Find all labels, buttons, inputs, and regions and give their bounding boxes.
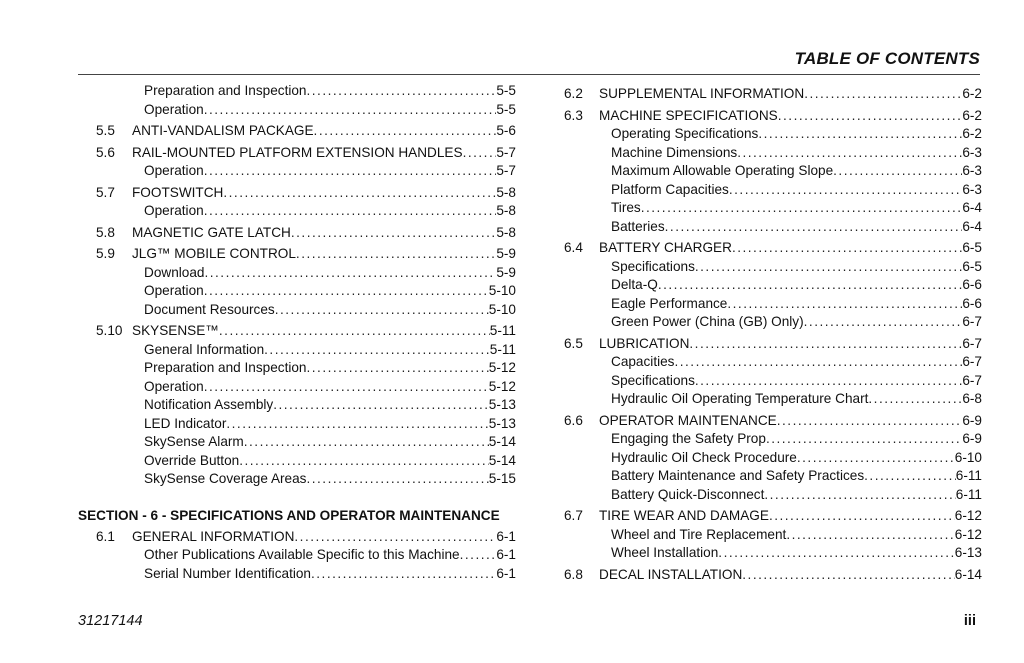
- toc-entry-label: Wheel and Tire Replacement: [611, 526, 787, 542]
- toc-entry-label: Maximum Allowable Operating Slope: [611, 163, 834, 178]
- toc-entry[interactable]: [564, 430, 982, 449]
- dot-leader: [314, 122, 497, 141]
- toc-entry-page: 6-3: [962, 181, 982, 197]
- toc-entry[interactable]: [78, 144, 516, 163]
- toc-entry-page: 6-12: [954, 508, 982, 523]
- dot-leader: [674, 353, 962, 372]
- toc-entry[interactable]: [564, 181, 982, 200]
- toc-entry-label: RAIL-MOUNTED PLATFORM EXTENSION HANDLES: [132, 144, 463, 160]
- toc-entry-label: ANTI-VANDALISM PACKAGE: [132, 123, 314, 138]
- page-number: iii: [963, 613, 976, 629]
- toc-entry-label: Platform Capacities: [611, 181, 729, 197]
- toc-entry-page: 5-7: [496, 144, 516, 160]
- toc-entry-label: JLG™ MOBILE CONTROL: [132, 246, 296, 261]
- dot-leader: [868, 390, 962, 409]
- dot-leader: [306, 470, 488, 489]
- dot-leader: [226, 415, 488, 434]
- toc-entry[interactable]: [78, 452, 516, 471]
- toc-entry-label: Override Button: [144, 452, 240, 468]
- dot-leader: [204, 282, 489, 301]
- toc-entry-label: Green Power (China (GB) Only): [611, 314, 804, 329]
- dot-leader: [778, 107, 963, 126]
- toc-entry[interactable]: [564, 276, 982, 295]
- toc-entry[interactable]: [78, 546, 516, 565]
- toc-entry[interactable]: [78, 282, 516, 301]
- toc-entry-page: 6-3: [962, 144, 982, 160]
- toc-entry-label: Delta-Q: [611, 277, 658, 292]
- toc-entry-number: 5.5: [96, 123, 115, 138]
- toc-entry[interactable]: [78, 378, 516, 397]
- toc-entry[interactable]: [564, 449, 982, 468]
- toc-entry[interactable]: [564, 507, 982, 526]
- toc-entry-number: 5.7: [96, 184, 115, 200]
- toc-entry-label: TIRE WEAR AND DAMAGE: [599, 508, 769, 523]
- toc-entry-label: LED Indicator: [144, 415, 227, 431]
- toc-entry-page: 6-3: [962, 163, 982, 178]
- toc-entry-page: 6-5: [962, 258, 982, 274]
- dot-leader: [727, 295, 962, 314]
- toc-entry-label: OPERATOR MAINTENANCE: [599, 412, 777, 428]
- toc-entry[interactable]: [78, 82, 516, 101]
- toc-entry-label: Operation: [144, 203, 204, 218]
- toc-entry[interactable]: [78, 470, 516, 489]
- toc-entry[interactable]: [564, 566, 982, 585]
- toc-entry[interactable]: [78, 528, 516, 547]
- toc-entry-page: 5-11: [489, 341, 516, 357]
- toc-entry-page: 5-15: [488, 471, 516, 486]
- toc-entry-number: 5.8: [96, 224, 115, 240]
- dot-leader: [777, 412, 963, 431]
- toc-entry-label: GENERAL INFORMATION: [132, 528, 295, 544]
- dot-leader: [223, 184, 496, 203]
- toc-entry-label: Hydraulic Oil Check Procedure: [611, 449, 797, 465]
- toc-entry-page: 5-13: [488, 397, 516, 412]
- toc-entry[interactable]: [78, 122, 516, 141]
- toc-entry-number: 5.9: [96, 246, 115, 261]
- toc-entry-page: 6-14: [954, 566, 982, 582]
- dot-leader: [695, 258, 962, 277]
- dot-leader: [463, 144, 497, 163]
- toc-entry-page: 5-8: [496, 203, 516, 218]
- dot-leader: [695, 372, 962, 391]
- dot-leader: [786, 526, 954, 545]
- toc-entry[interactable]: [564, 199, 982, 218]
- toc-entry-page: 5-5: [496, 101, 516, 117]
- toc-entry-page: 6-12: [954, 526, 982, 542]
- toc-entry-label: Operation: [144, 163, 204, 178]
- toc-entry-label: Battery Quick-Disconnect: [611, 486, 765, 502]
- toc-entry[interactable]: [78, 396, 516, 415]
- toc-entry-page: 6-8: [962, 391, 982, 406]
- toc-entry[interactable]: [78, 359, 516, 378]
- toc-entry-label: Eagle Performance: [611, 295, 728, 311]
- toc-entry-page: 5-11: [489, 323, 516, 338]
- dot-leader: [764, 486, 955, 505]
- toc-entry[interactable]: [564, 486, 982, 505]
- toc-entry[interactable]: [564, 335, 982, 354]
- dot-leader: [306, 82, 496, 101]
- toc-entry-label: Notification Assembly: [144, 397, 274, 412]
- toc-entry-page: 5-6: [496, 123, 516, 138]
- toc-entry-page: 5-13: [488, 415, 516, 431]
- header-rule: [78, 74, 980, 75]
- toc-entry[interactable]: [564, 372, 982, 391]
- toc-entry[interactable]: [564, 295, 982, 314]
- toc-entry[interactable]: [78, 162, 516, 181]
- toc-entry[interactable]: [78, 301, 516, 320]
- toc-entry-page: 6-6: [962, 277, 982, 292]
- toc-entry-label: Wheel Installation: [611, 545, 719, 560]
- dot-leader: [204, 202, 497, 221]
- dot-leader: [833, 162, 962, 181]
- toc-entry[interactable]: [564, 544, 982, 563]
- dot-leader: [718, 544, 954, 563]
- toc-entry[interactable]: [78, 224, 516, 243]
- toc-entry-number: 6.3: [564, 107, 583, 123]
- toc-entry-label: FOOTSWITCH: [132, 184, 224, 200]
- dot-leader: [244, 433, 489, 452]
- toc-entry-page: 5-9: [496, 246, 516, 261]
- toc-entry-label: Engaging the Safety Prop: [611, 431, 766, 446]
- dot-leader: [732, 239, 962, 258]
- toc-entry-page: 5-10: [488, 283, 516, 298]
- toc-entry-page: 5-14: [488, 434, 516, 449]
- toc-entry-page: 5-10: [488, 301, 516, 317]
- dot-leader: [264, 341, 490, 360]
- toc-entry-page: 5-8: [496, 224, 516, 240]
- toc-entry-page: 5-14: [488, 452, 516, 468]
- toc-entry-number: 6.8: [564, 566, 583, 582]
- toc-entry-page: 6-7: [962, 314, 982, 329]
- toc-entry-page: 5-12: [488, 378, 516, 394]
- toc-entry-page: 6-4: [962, 218, 982, 234]
- toc-entry-label: Preparation and Inspection: [144, 83, 307, 98]
- toc-entry-label: DECAL INSTALLATION: [599, 566, 743, 582]
- toc-entry-label: Hydraulic Oil Operating Temperature Chart: [611, 391, 869, 406]
- toc-entry-page: 6-2: [962, 86, 982, 101]
- toc-entry-label: Tires: [611, 200, 641, 215]
- toc-entry-page: 6-4: [962, 200, 982, 215]
- toc-entry[interactable]: [564, 144, 982, 163]
- toc-entry-label: SkySense Alarm: [144, 434, 244, 449]
- toc-entry[interactable]: [564, 390, 982, 409]
- dot-leader: [219, 322, 490, 341]
- dot-leader: [665, 218, 963, 237]
- toc-entry-page: 6-2: [962, 107, 982, 123]
- dot-leader: [306, 359, 488, 378]
- toc-entry[interactable]: [564, 412, 982, 431]
- toc-entry-number: 6.4: [564, 240, 583, 255]
- toc-entry[interactable]: [564, 162, 982, 181]
- dot-leader: [291, 224, 496, 243]
- toc-entry-page: 5-5: [496, 83, 516, 98]
- toc-entry-label: SKYSENSE™: [132, 323, 219, 338]
- toc-entry-label: Capacities: [611, 354, 675, 369]
- toc-entry-page: 5-7: [496, 163, 516, 178]
- dot-leader: [204, 162, 497, 181]
- toc-entry[interactable]: [564, 125, 982, 144]
- toc-entry-label: Machine Dimensions: [611, 144, 738, 160]
- page-header-title: TABLE OF CONTENTS: [794, 49, 980, 68]
- dot-leader: [296, 245, 496, 264]
- toc-entry-number: 6.2: [564, 86, 583, 101]
- toc-entry-page: 6-11: [955, 468, 982, 483]
- toc-entry[interactable]: [78, 202, 516, 221]
- toc-entry-page: 6-7: [962, 372, 982, 388]
- toc-entry-number: 6.5: [564, 335, 583, 351]
- toc-entry-page: 6-7: [962, 335, 982, 351]
- dot-leader: [742, 566, 955, 585]
- dot-leader: [729, 181, 962, 200]
- toc-entry-label: Serial Number Identification: [144, 565, 311, 581]
- toc-entry[interactable]: [564, 313, 982, 332]
- toc-entry[interactable]: [564, 85, 982, 104]
- dot-leader: [204, 378, 489, 397]
- toc-entry[interactable]: [78, 341, 516, 360]
- toc-right-column: [564, 82, 982, 584]
- dot-leader: [239, 452, 489, 471]
- toc-entry-label: LUBRICATION: [599, 335, 690, 351]
- toc-entry-label: SUPPLEMENTAL INFORMATION: [599, 86, 805, 101]
- dot-leader: [658, 276, 963, 295]
- dot-leader: [689, 335, 962, 354]
- toc-entry-label: Operation: [144, 101, 204, 117]
- toc-entry-label: MACHINE SPECIFICATIONS: [599, 107, 778, 123]
- toc-left-column: [78, 82, 516, 583]
- toc-entry-label: Document Resources: [144, 301, 275, 317]
- toc-entry-page: 6-10: [954, 449, 982, 465]
- toc-entry-label: Operating Specifications: [611, 126, 759, 141]
- toc-entry[interactable]: [564, 467, 982, 486]
- toc-entry-number: 6.7: [564, 508, 583, 523]
- toc-entry-page: 6-5: [962, 240, 982, 255]
- toc-entry[interactable]: [564, 239, 982, 258]
- toc-entry-number: 6.1: [96, 528, 115, 544]
- toc-entry[interactable]: [78, 264, 516, 283]
- toc-entry[interactable]: [78, 322, 516, 341]
- toc-entry-page: 6-7: [962, 354, 982, 369]
- toc-entry-label: Other Publications Available Specific to this Machine: [144, 547, 460, 562]
- toc-entry-label: Specifications: [611, 258, 695, 274]
- dot-leader: [864, 467, 956, 486]
- toc-entry-label: General Information: [144, 341, 265, 357]
- toc-entry[interactable]: [78, 415, 516, 434]
- dot-leader: [804, 85, 962, 104]
- toc-entry[interactable]: [78, 565, 516, 584]
- toc-entry-label: Preparation and Inspection: [144, 360, 307, 375]
- toc-entry-page: 5-12: [488, 360, 516, 375]
- dot-leader: [641, 199, 963, 218]
- toc-entry-number: 6.6: [564, 412, 583, 428]
- toc-entry-page: 5-8: [496, 184, 516, 200]
- section-6-heading: SECTION - 6 - SPECIFICATIONS AND OPERATOR MAINTENANCE: [78, 507, 500, 523]
- toc-entry[interactable]: [78, 184, 516, 203]
- toc-entry[interactable]: [564, 258, 982, 277]
- toc-entry-label: BATTERY CHARGER: [599, 240, 732, 255]
- dot-leader: [460, 546, 497, 565]
- toc-entry-label: Download: [144, 264, 205, 280]
- toc-entry[interactable]: [564, 353, 982, 372]
- dot-leader: [804, 313, 963, 332]
- toc-entry[interactable]: [78, 101, 516, 120]
- toc-entry-page: 5-9: [496, 264, 516, 280]
- toc-entry-number: 5.10: [96, 323, 123, 338]
- dot-leader: [204, 264, 496, 283]
- toc-entry-label: Battery Maintenance and Safety Practices: [611, 468, 865, 483]
- toc-entry[interactable]: [78, 433, 516, 452]
- dot-leader: [769, 507, 955, 526]
- toc-entry-label: MAGNETIC GATE LATCH: [132, 224, 291, 240]
- toc-entry[interactable]: [78, 245, 516, 264]
- toc-entry-page: 6-9: [962, 412, 982, 428]
- dot-leader: [294, 528, 496, 547]
- toc-entry-page: 6-13: [954, 545, 982, 560]
- toc-entry-page: 6-9: [962, 431, 982, 446]
- toc-entry-label: Operation: [144, 378, 204, 394]
- toc-entry-page: 6-6: [962, 295, 982, 311]
- toc-entry[interactable]: [564, 107, 982, 126]
- toc-entry-label: SkySense Coverage Areas: [144, 471, 307, 486]
- toc-entry-label: Batteries: [611, 218, 665, 234]
- dot-leader: [737, 144, 962, 163]
- toc-entry[interactable]: [564, 526, 982, 545]
- toc-entry-page: 6-1: [496, 565, 516, 581]
- dot-leader: [275, 301, 489, 320]
- dot-leader: [273, 396, 489, 415]
- dot-leader: [758, 125, 962, 144]
- toc-entry-page: 6-1: [496, 547, 516, 562]
- dot-leader: [766, 430, 962, 449]
- toc-entry-page: 6-1: [496, 528, 516, 544]
- document-number: 31217144: [78, 613, 143, 629]
- dot-leader: [311, 565, 496, 584]
- toc-entry-number: 5.6: [96, 144, 115, 160]
- dot-leader: [204, 101, 497, 120]
- toc-entry-label: Operation: [144, 283, 204, 298]
- toc-entry-label: Specifications: [611, 372, 695, 388]
- toc-entry-page: 6-2: [962, 126, 982, 141]
- toc-entry-page: 6-11: [955, 486, 982, 502]
- toc-entry[interactable]: [564, 218, 982, 237]
- dot-leader: [797, 449, 955, 468]
